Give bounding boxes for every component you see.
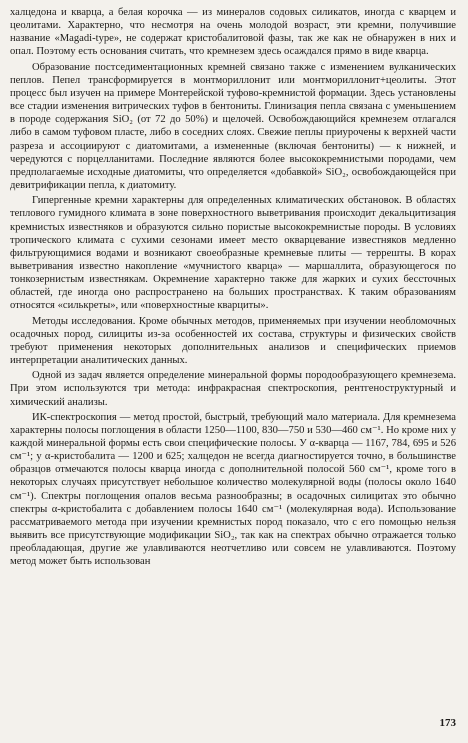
paragraph-3: Гипергенные кремни характерны для определенных климатических обстановок. В областях теплового гумидного климата в зоне поверхностного выветривания происходит декальцитизация кремнистых известняков и образуются сильно пористые высококремнистые породы. В условиях тропического климата с сухими сезонами имеет место окварцевание известняков медленно фильтрующимися водами и возникают своеобразные кремневые плиты — террешты. В корах выветривания известно накопление «мучнистого кварца» — маршаллита, образующегося по тонкозернистым известнякам. Окремнение характерно также для жарких и сухих бессточных областей, где иногда оно распространено на больших пространствах. К таким образованиям относятся «силькреты», или «поверхностные кварциты». [10, 195, 456, 312]
paragraph-4: Методы исследования. Кроме обычных методов, применяемых при изучении необломочных осадочных пород, силициты из-за особенностей их состава, структуры и физических свойств требуют применения некоторых дополнительных анализов и специфических приемов интерпретации аналитических данных. [10, 315, 456, 367]
paragraph-6: ИК-спектроскопия — метод простой, быстрый, требующий мало материала. Для кремнезема характерны полосы поглощения в области 1250—1100, 830—750 и 530—460 см⁻¹. Но кроме них у каждой минеральной формы есть свои специфические полосы. У α-кварца — 1167, 784, 695 и 526 см⁻¹; у α-кристобалита — 1200 и 625; халцедон не всегда диагностируется точно, в большинстве образцов отмечаются полосы кварца иногда с дополнительной полосой 560 см⁻¹, кроме того в некоторых случаях присутствует небольшое количество молекулярной воды (полосы около 1640 см⁻¹). Спектры поглощения опалов весьма разнообразны; в осадочных силицитах это обычно спектры α-кристобалита с добавлением полосы 1640 см⁻¹ (молекулярная вода). Использование рассматриваемого метода при изучении кремнистых пород показало, что с его помощью нельзя выявить все присутствующие модификации SiO₂, так как на спектрах обычно отражается только преобладающая, другие же улавливаются неотчетливо или совсем не улавливаются. Поэтому метод может быть использован [10, 411, 456, 568]
paragraph-1: халцедона и кварца, а белая корочка — из минералов содовых силикатов, иногда с кварцем и цеолитами. Характерно, что несмотря на очень молодой возраст, эти кремни, получившие название «Magadi-type», не содержат кристобалитовой фазы, так же как не обнаружен в них и опал. Поэтому есть основания считать, что кремнезем здесь осаждался прямо в виде кварца. [10, 7, 456, 58]
paragraph-2: Образование постседиментационных кремней связано также с изменением вулканических пеплов. Пепел трансформируется в монтмориллонит или монтмориллонит+цеолиты. Этот процесс был изучен на примере Монтерейской туфово-кремнистой формации. Здесь установлены все стадии изменения витрических туфов в бентониты. Глинизация пепла связана с уменьшением в породе содержания SiO₂ (от 72 до 50%) и щелочей. Освобождающийся кремнезем отлагался либо в самом туфовом пласте, либо в соседних слоях. Свежие пеплы приурочены к верхней части разреза и ассоциируют с диатомитами, а измененные (включая бентониты) — к нижней, и чередуются с порцелланитами. Последние являются более высококремнистыми породами, чем предполагаемые исходные диатомиты, что определяется «добавкой» SiO₂, освобождающейся при девитрификации пепла, к диатомиту. [10, 61, 456, 192]
paragraph-5: Одной из задач является определение минеральной формы породообразующего кремнезема. При этом используются три метода: инфракрасная спектроскопия, рентгеноструктурный и химический анализы. [10, 370, 456, 408]
page-number: 173 [439, 717, 456, 729]
